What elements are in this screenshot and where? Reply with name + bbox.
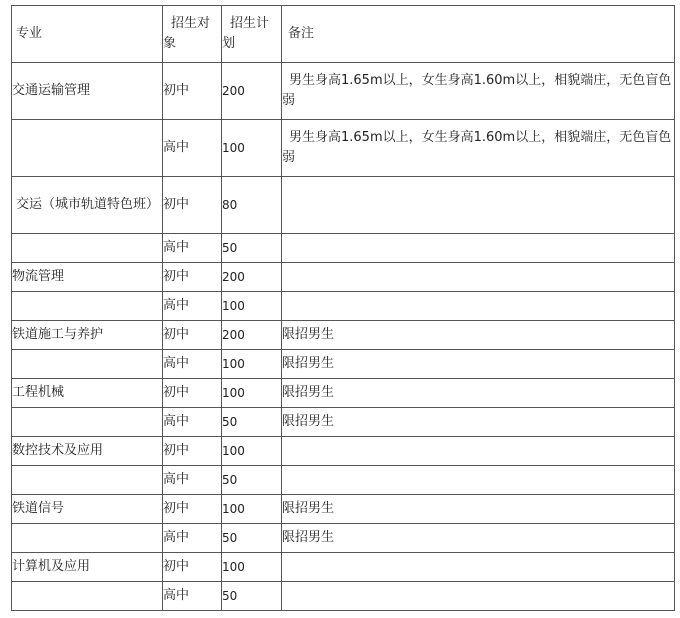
table-row xyxy=(12,408,675,437)
note-cell: 限招男生 xyxy=(282,350,675,379)
table-row xyxy=(12,495,675,524)
note-cell: 限招男生 xyxy=(282,379,675,408)
header-row xyxy=(12,6,675,63)
table-row xyxy=(12,466,675,495)
plan-cell: 100 xyxy=(222,379,282,408)
note-cell: 限招男生 xyxy=(282,408,675,437)
note-cell: 限招男生 xyxy=(282,524,675,553)
major-cell xyxy=(12,524,163,553)
plan-cell: 50 xyxy=(222,234,282,263)
note-cell xyxy=(282,292,675,321)
table-row xyxy=(12,234,675,263)
level-cell: 高中 xyxy=(163,234,222,263)
plan-cell: 50 xyxy=(222,524,282,553)
table-row xyxy=(12,524,675,553)
major-cell xyxy=(12,292,163,321)
major-cell: 交通运输管理 xyxy=(12,63,163,120)
table-row xyxy=(12,263,675,292)
plan-cell: 200 xyxy=(222,321,282,350)
plan-cell: 200 xyxy=(222,63,282,120)
header-plan: 招生计划 xyxy=(222,6,282,63)
major-cell: 计算机及应用 xyxy=(12,553,163,582)
plan-cell: 50 xyxy=(222,466,282,495)
plan-cell: 200 xyxy=(222,263,282,292)
level-cell: 初中 xyxy=(163,495,222,524)
major-cell xyxy=(12,120,163,177)
plan-cell: 100 xyxy=(222,495,282,524)
table-row xyxy=(12,120,675,177)
note-cell: 限招男生 xyxy=(282,321,675,350)
major-cell: 工程机械 xyxy=(12,379,163,408)
plan-cell: 80 xyxy=(222,177,282,234)
table-row xyxy=(12,582,675,611)
major-cell xyxy=(12,582,163,611)
note-cell: 男生身高1.65m以上，女生身高1.60m以上，相貌端庄，无色盲色弱 xyxy=(282,120,675,177)
plan-cell: 50 xyxy=(222,408,282,437)
level-cell: 初中 xyxy=(163,553,222,582)
note-cell xyxy=(282,263,675,292)
note-cell xyxy=(282,553,675,582)
note-cell xyxy=(282,437,675,466)
note-cell: 男生身高1.65m以上，女生身高1.60m以上，相貌端庄，无色盲色弱 xyxy=(282,63,675,120)
major-cell: 铁道信号 xyxy=(12,495,163,524)
table-row xyxy=(12,379,675,408)
major-cell xyxy=(12,466,163,495)
major-cell xyxy=(12,234,163,263)
note-cell xyxy=(282,177,675,234)
level-cell: 初中 xyxy=(163,177,222,234)
level-cell: 高中 xyxy=(163,350,222,379)
plan-cell: 100 xyxy=(222,553,282,582)
header-note: 备注 xyxy=(282,6,675,63)
level-cell: 初中 xyxy=(163,63,222,120)
plan-cell: 50 xyxy=(222,582,282,611)
header-major: 专业 xyxy=(12,6,163,63)
header-level: 招生对象 xyxy=(163,6,222,63)
plan-cell: 100 xyxy=(222,437,282,466)
level-cell: 高中 xyxy=(163,120,222,177)
level-cell: 初中 xyxy=(163,437,222,466)
table-row xyxy=(12,437,675,466)
level-cell: 高中 xyxy=(163,408,222,437)
note-cell: 限招男生 xyxy=(282,495,675,524)
major-cell xyxy=(12,350,163,379)
level-cell: 高中 xyxy=(163,582,222,611)
plan-cell: 100 xyxy=(222,120,282,177)
note-cell xyxy=(282,234,675,263)
level-cell: 高中 xyxy=(163,292,222,321)
level-cell: 高中 xyxy=(163,466,222,495)
note-cell xyxy=(282,582,675,611)
major-cell: 交运（城市轨道特色班） xyxy=(12,177,163,234)
table-row xyxy=(12,177,675,234)
level-cell: 高中 xyxy=(163,524,222,553)
table-row xyxy=(12,292,675,321)
level-cell: 初中 xyxy=(163,321,222,350)
major-cell: 物流管理 xyxy=(12,263,163,292)
note-cell xyxy=(282,466,675,495)
table-row xyxy=(12,321,675,350)
table-row xyxy=(12,553,675,582)
major-cell: 数控技术及应用 xyxy=(12,437,163,466)
major-cell: 铁道施工与养护 xyxy=(12,321,163,350)
enrollment-table xyxy=(11,5,675,611)
table-row xyxy=(12,350,675,379)
table-row xyxy=(12,63,675,120)
plan-cell: 100 xyxy=(222,350,282,379)
plan-cell: 100 xyxy=(222,292,282,321)
major-cell xyxy=(12,408,163,437)
level-cell: 初中 xyxy=(163,379,222,408)
level-cell: 初中 xyxy=(163,263,222,292)
